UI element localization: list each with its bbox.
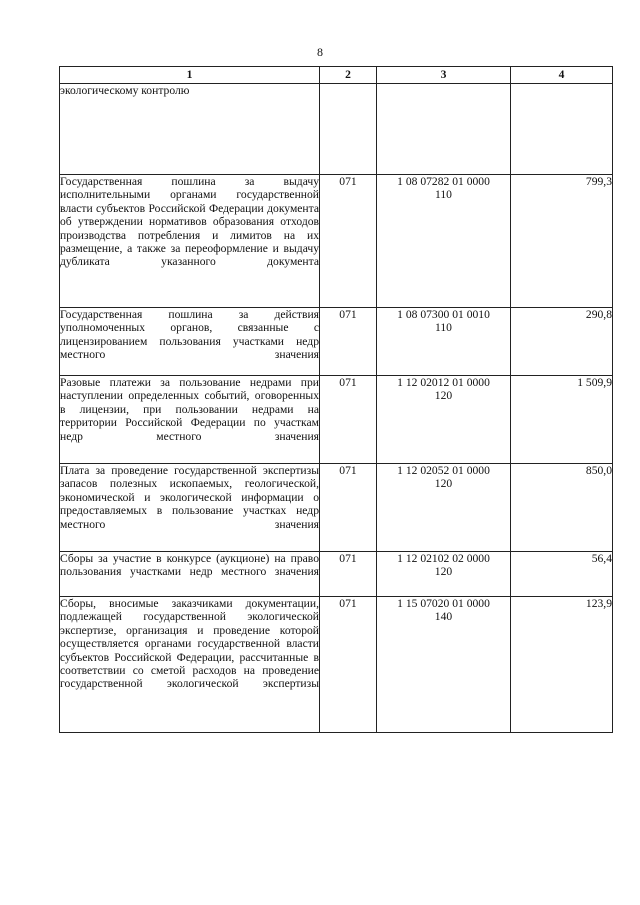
table-row xyxy=(60,308,613,376)
kbk-code-line2: 140 xyxy=(434,610,453,624)
amount-cell: 850,0 xyxy=(511,464,613,552)
kbk-code-line1: 1 12 02012 01 0000 xyxy=(397,376,490,390)
page-number: 8 xyxy=(317,45,323,59)
kbk-code-cell xyxy=(377,552,511,597)
amount-cell: 1 509,9 xyxy=(511,376,613,464)
kbk-code-line1: 1 08 07282 01 0000 xyxy=(397,175,490,188)
header-col-1: 1 xyxy=(60,67,320,84)
header-col-3: 3 xyxy=(377,67,511,84)
kbk-code-cell xyxy=(377,308,511,376)
revenue-name: Государственная пошлина за выдачу исполнительными органами государственной власти субъектов Российской Федерации документа об утверждении нормативов образования отходов производства потребления и лимитов на их размещение, а также за переоформление и выдачу дубликата указанного документа xyxy=(60,175,319,269)
admin-code-cell: 071 xyxy=(320,376,377,464)
admin-code-cell: 071 xyxy=(320,464,377,552)
kbk-code-line2: 120 xyxy=(434,389,453,403)
admin-code-cell: 071 xyxy=(320,552,377,597)
kbk-code-line2: 120 xyxy=(434,565,453,579)
revenue-name: Сборы, вносимые заказчиками документации, подлежащей государственной экологической экспертизе, организация и проведение которой осуществляется органами государственной власти субъектов Российской Федерации, рассчитанные в соответствии со сметой расходов на проведение государственной экологической экспертизы xyxy=(60,597,319,691)
table-row xyxy=(60,175,613,308)
table-header-row xyxy=(60,67,613,84)
revenue-name: Разовые платежи за пользование недрами при наступлении определенных событий, оговоренных в лицензии, при пользовании недрами на территории Российской Федерации по участкам недр местного значения xyxy=(60,376,319,443)
kbk-code-line2: 110 xyxy=(435,188,452,202)
revenue-name-cell xyxy=(60,597,320,733)
revenue-name-cell xyxy=(60,175,320,308)
revenue-name: Государственная пошлина за действия уполномоченных органов, связанные с лицензированием пользования участками недр местного значения xyxy=(60,308,319,362)
table-row xyxy=(60,552,613,597)
admin-code-cell xyxy=(320,84,377,175)
revenue-name-cell xyxy=(60,308,320,376)
kbk-code-line1: 1 15 07020 01 0000 xyxy=(397,597,490,611)
kbk-code-line2: 110 xyxy=(435,321,452,335)
table-row xyxy=(60,84,613,175)
revenue-name-cell xyxy=(60,376,320,464)
kbk-code-cell xyxy=(377,175,511,308)
table-row xyxy=(60,376,613,464)
amount-cell: 290,8 xyxy=(511,308,613,376)
revenue-table xyxy=(59,66,613,733)
kbk-code-cell xyxy=(377,376,511,464)
header-col-4: 4 xyxy=(511,67,613,84)
amount-cell: 123,9 xyxy=(511,597,613,733)
kbk-code-cell xyxy=(377,464,511,552)
kbk-code-cell xyxy=(377,597,511,733)
kbk-code-cell xyxy=(377,84,511,175)
admin-code-cell: 071 xyxy=(320,175,377,308)
admin-code-cell: 071 xyxy=(320,308,377,376)
amount-cell xyxy=(511,84,613,175)
revenue-name-cell xyxy=(60,84,320,175)
table-row xyxy=(60,597,613,733)
revenue-name-cell xyxy=(60,464,320,552)
kbk-code-line1: 1 12 02052 01 0000 xyxy=(397,464,490,478)
revenue-name-cell xyxy=(60,552,320,597)
table-row xyxy=(60,464,613,552)
header-col-2: 2 xyxy=(320,67,377,84)
revenue-name: экологическому контролю xyxy=(60,84,190,97)
amount-cell: 799,3 xyxy=(511,175,613,308)
amount-cell: 56,4 xyxy=(511,552,613,597)
kbk-code-line1: 1 12 02102 02 0000 xyxy=(397,552,490,566)
revenue-name: Сборы за участие в конкурсе (аукционе) на право пользования участками недр местного значения xyxy=(60,552,319,579)
revenue-name: Плата за проведение государственной экспертизы запасов полезных ископаемых, геологической, экономической и экологической информации о предоставляемых в пользование участках недр местного значения xyxy=(60,464,319,531)
admin-code-cell: 071 xyxy=(320,597,377,733)
kbk-code-line1: 1 08 07300 01 0010 xyxy=(397,308,490,321)
kbk-code-line2: 120 xyxy=(434,477,453,491)
